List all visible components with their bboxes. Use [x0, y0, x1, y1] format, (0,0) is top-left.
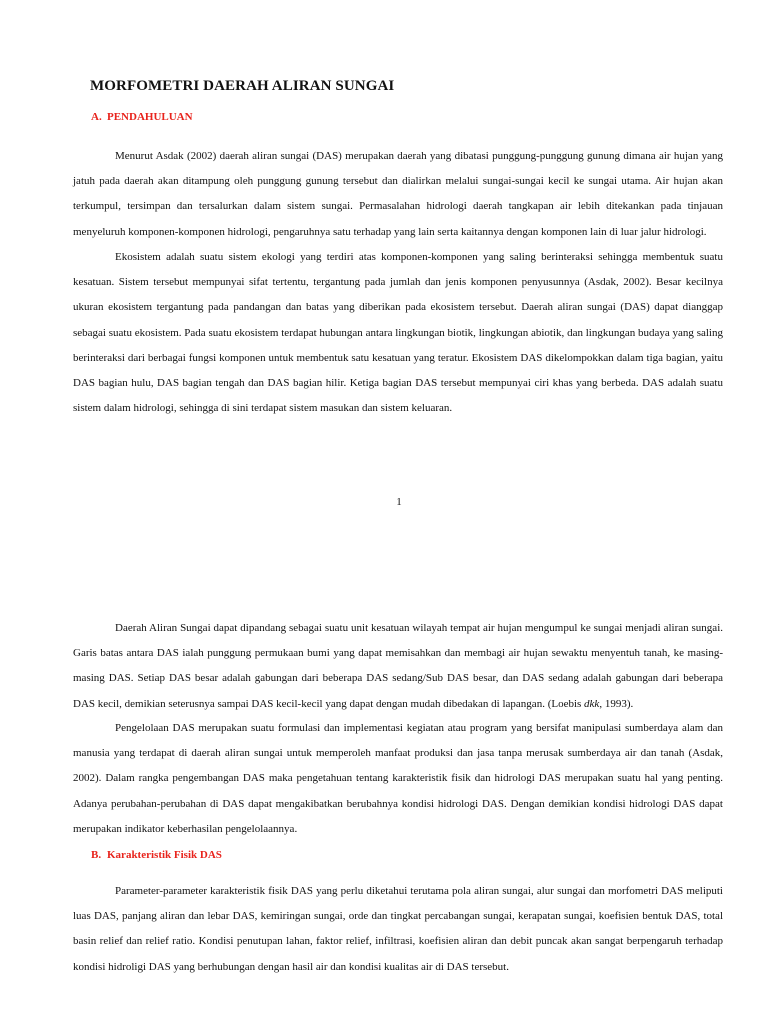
citation-italic: dkk — [584, 697, 600, 710]
section-title: Karakteristik Fisik DAS — [107, 849, 222, 861]
paragraph — [73, 144, 723, 245]
paragraph-text: Pengelolaan DAS merupakan suatu formulasi dan implementasi kegiatan atau program yang bersifat manipulasi sumberdaya alam dan manusia yang terdapat di daerah aliran sungai untuk memperoleh manfaat produksi dan jasa tanpa merusak sumberdaya air dan tanah (Asdak, 2002). Dalam rangka pengembangan DAS maka pengetahuan tentang karakteristik fisik dan hidrologi DAS merupakan suatu hal yang penting. Adanya perubahan-perubahan di DAS dapat mengakibatkan berubahnya kondisi hidrologi DAS. Dengan demikian kondisi hidrologi DAS dapat merupakan indikator keberhasilan pengelolaannya. — [73, 722, 723, 835]
paragraph — [73, 245, 723, 421]
section-label: B. — [91, 849, 102, 861]
paragraph — [73, 716, 723, 842]
section-label: A. — [91, 111, 102, 123]
section-heading-pendahuluan — [91, 111, 193, 123]
paragraph — [73, 879, 723, 980]
paragraph — [73, 616, 723, 717]
document-title: MORFOMETRI DAERAH ALIRAN SUNGAI — [90, 78, 395, 94]
page-number: 1 — [396, 496, 402, 508]
paragraph-text: Ekosistem adalah suatu sistem ekologi yang terdiri atas komponen-komponen yang saling berinteraksi sehingga membentuk suatu kesatuan. Sistem tersebut mempunyai sifat tertentu, tergantung pada jumlah dan jenis komponen penyusunnya (Asdak, 2002). Besar kecilnya ukuran ekosistem tergantung pada pandangan dan batas yang diberikan pada ekosistem tersebut. Daerah aliran sungai (DAS) dapat dianggap sebagai suatu ekosistem. Pada suatu ekosistem terdapat hubungan antara lingkungan biotik, lingkungan abiotik, dan lingkungan budaya yang saling berinteraksi dari berbagai fungsi komponen untuk membentuk satu kesatuan yang teratur. Ekosistem DAS dikelompokkan dalam tiga bagian, yaitu DAS bagian hulu, DAS bagian tengah dan DAS bagian hilir. Ketiga bagian DAS tersebut mempunyai ciri khas yang berbeda. DAS adalah suatu sistem dalam hidrologi, sehingga di sini terdapat sistem masukan dan sistem keluaran. — [73, 251, 723, 415]
citation-tail: , 1993). — [599, 697, 634, 710]
section-title: PENDAHULUAN — [107, 111, 193, 123]
section-heading-karakteristik — [91, 849, 222, 861]
paragraph-text: Daerah Aliran Sungai dapat dipandang sebagai suatu unit kesatuan wilayah tempat air hujan mengumpul ke sungai menjadi aliran sungai. Garis batas antara DAS ialah punggung permukaan bumi yang dapat memisahkan dan membagi air hujan sewaktu menyentuh tanah, ke masing-masing DAS. Setiap DAS besar adalah gabungan dari beberapa DAS sedang/Sub DAS besar, dan DAS sedang adalah gabungan dari beberapa DAS kecil, demikian seterusnya sampai DAS kecil-kecil yang dapat dengan mudah dibedakan di lapangan. (Loebis — [73, 622, 723, 710]
paragraph-text: Menurut Asdak (2002) daerah aliran sungai (DAS) merupakan daerah yang dibatasi punggung-punggung gunung dimana air hujan yang jatuh pada daerah akan ditampung oleh punggung gunung tersebut dan dialirkan melalui sungai-sungai kecil ke sungai utama. Air hujan akan terkumpul, tersimpan dan tersalurkan dalam sistem sungai. Permasalahan hidrologi daerah tangkapan air lebih ditekankan pada tinjauan menyeluruh komponen-komponen hidrologi, pengaruhnya satu terhadap yang lain serta kaitannya dengan komponen lain di luar jalur hidrologi. — [73, 150, 723, 238]
paragraph-text: Parameter-parameter karakteristik fisik DAS yang perlu diketahui terutama pola aliran sungai, alur sungai dan morfometri DAS meliputi luas DAS, panjang aliran dan lebar DAS, kemiringan sungai, orde dan tingkat percabangan sungai, kerapatan sungai, koefisien bentuk DAS, total basin relief dan relief ratio. Kondisi penutupan lahan, faktor relief, infiltrasi, koefisien aliran dan debit puncak akan sangat berpengaruh terhadap kondisi hidroligi DAS yang berhubungan dengan hasil air dan kondisi kualitas air di DAS tersebut. — [73, 885, 723, 973]
